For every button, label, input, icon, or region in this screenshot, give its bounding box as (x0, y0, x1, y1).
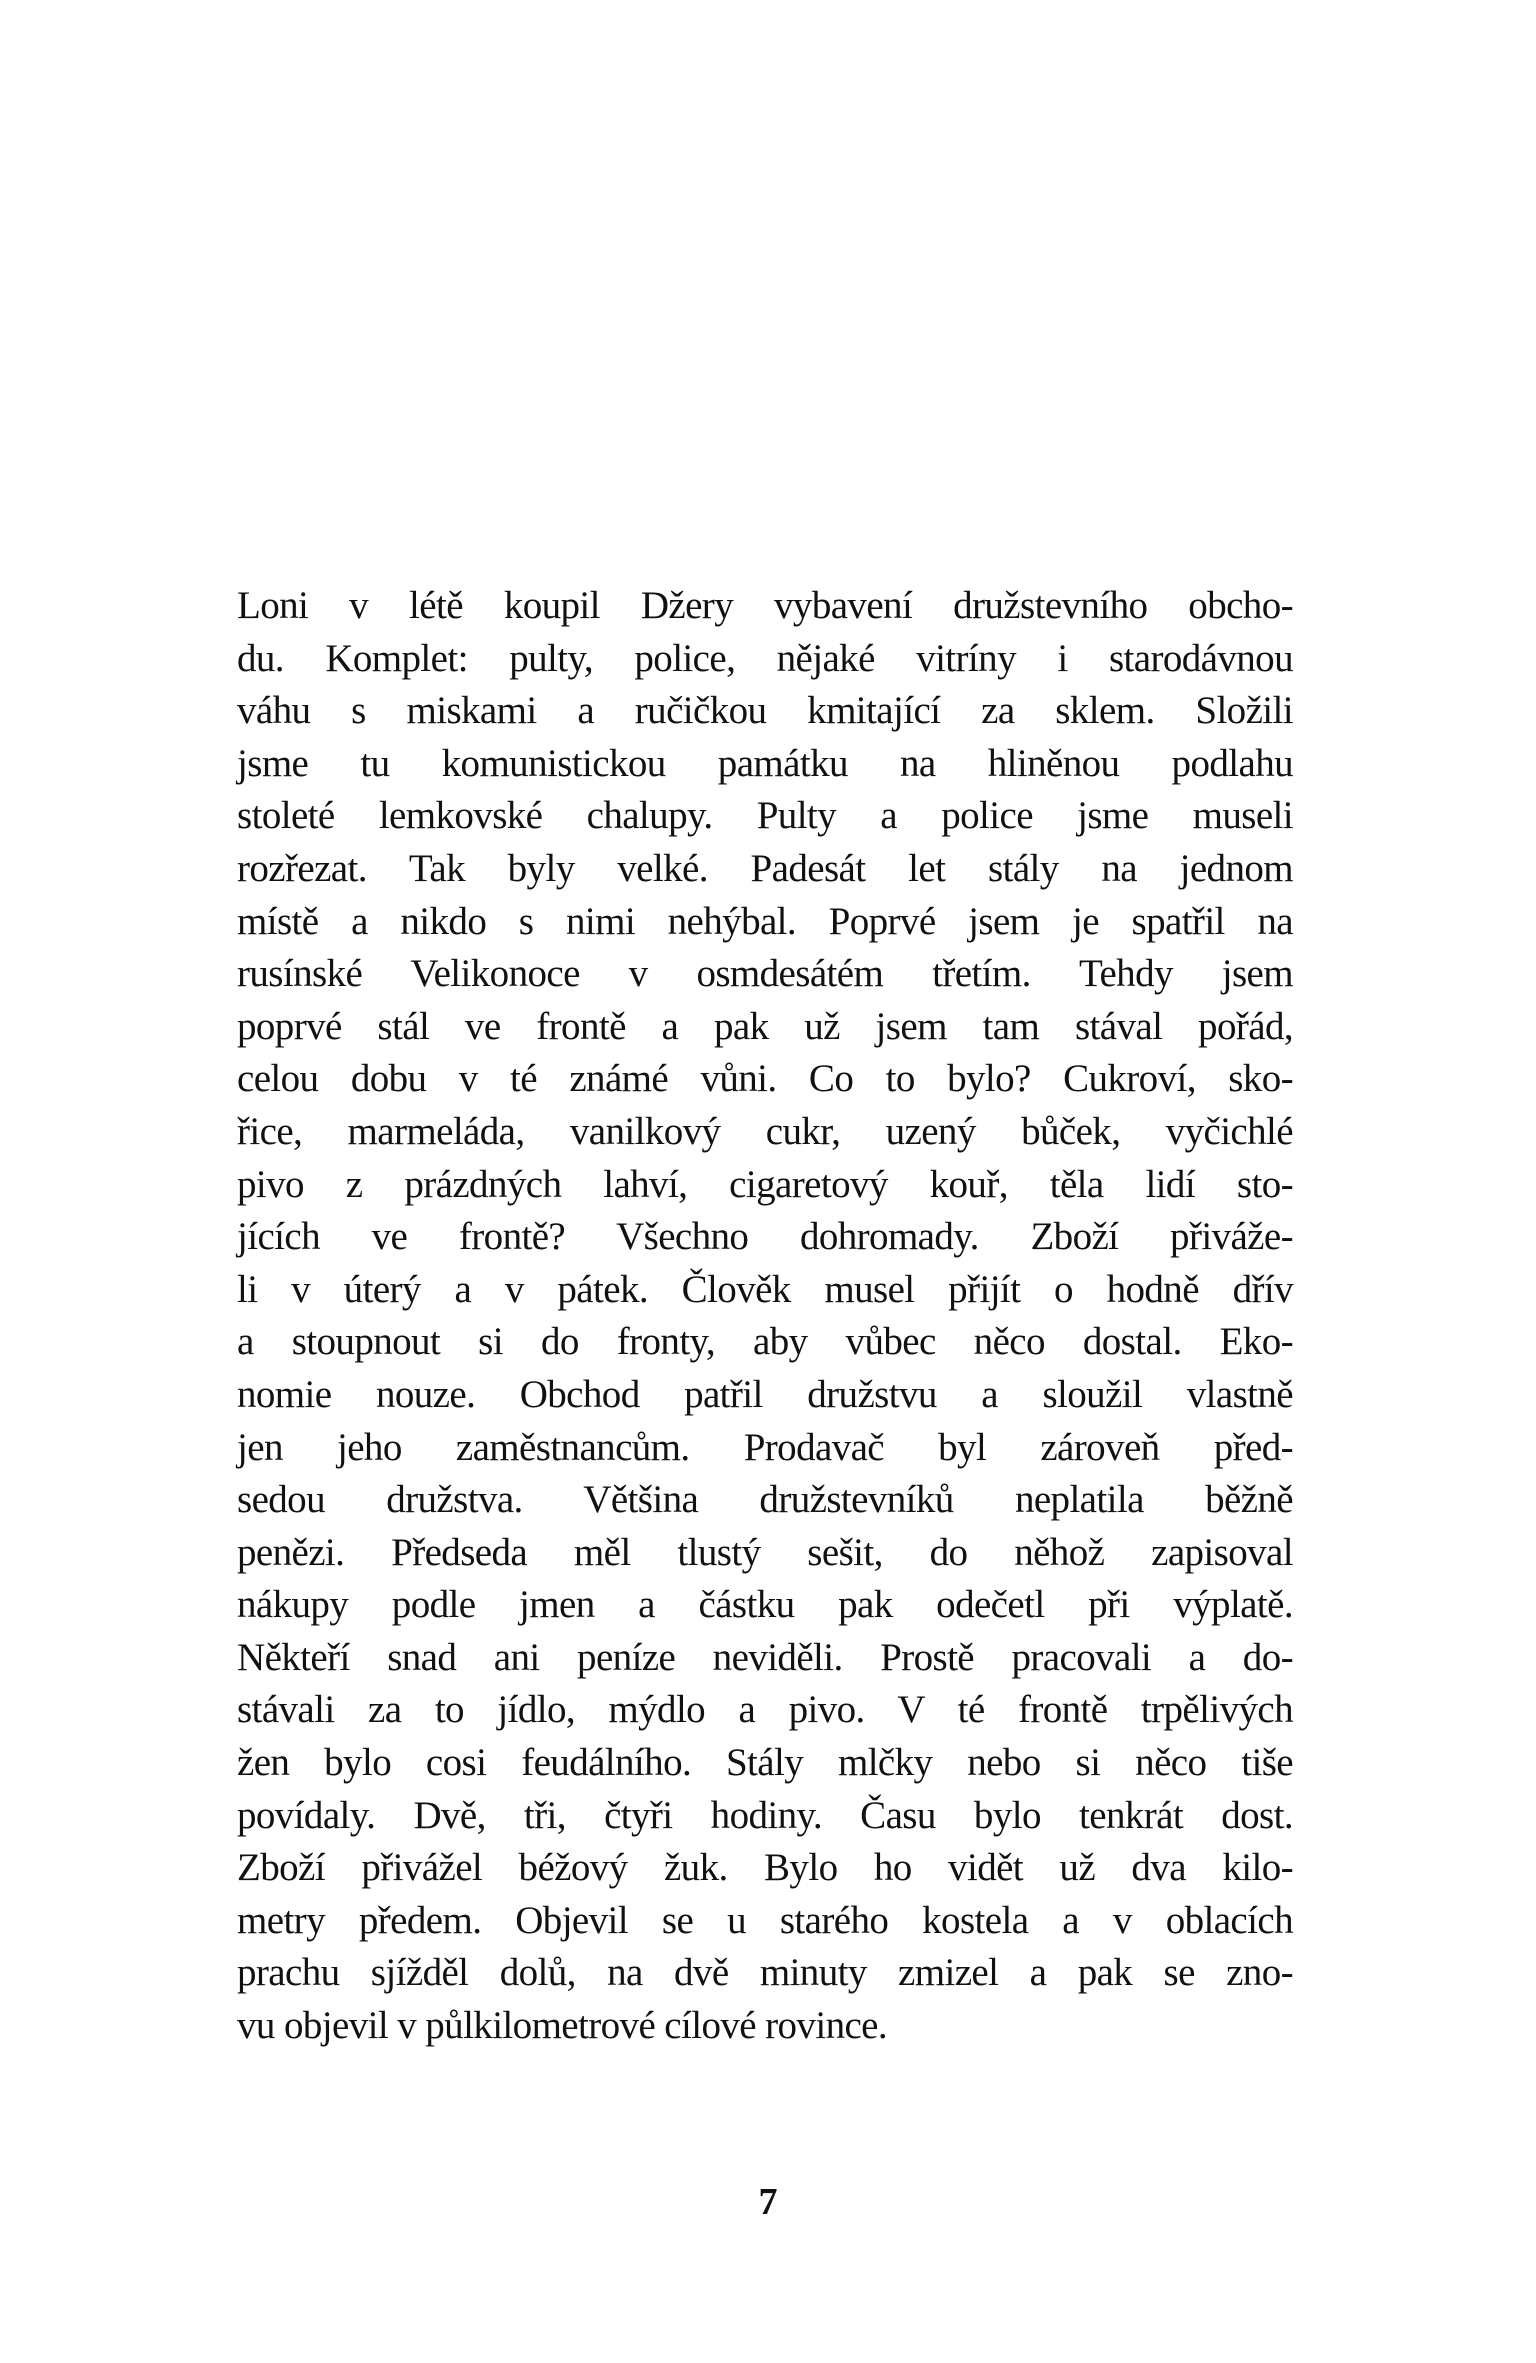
page-number: 7 (758, 2181, 778, 2223)
text-line: metry předem. Objevil se u starého kostela a v oblacích (237, 1898, 1293, 1942)
text-line: řice, marmeláda, vanilkový cukr, uzený bůček, vyčichlé (237, 1109, 1293, 1153)
text-line: rusínské Velikonoce v osmdesátém třetím. Tehdy jsem (237, 952, 1293, 996)
text-line: Loni v létě koupil Džery vybavení družstevního obcho- (237, 584, 1293, 627)
text-line: nákupy podle jmen a částku pak odečetl při výplatě. (237, 1583, 1293, 1627)
text-line: jsme tu komunistickou památku na hliněnou podlahu (237, 741, 1293, 785)
text-line: žen bylo cosi feudálního. Stály mlčky nebo si něco tiše (237, 1741, 1293, 1785)
text-line: místě a nikdo s nimi nehýbal. Poprvé jsem je spatřil na (237, 899, 1293, 943)
text-line: rozřezat. Tak byly velké. Padesát let stály na jednom (237, 846, 1293, 890)
text-line: prachu sjížděl dolů, na dvě minuty zmizel a pak se zno- (237, 1951, 1293, 1995)
text-line: pivo z prázdných lahví, cigaretový kouř, těla lidí sto- (237, 1162, 1293, 1206)
text-line: Zboží přivážel béžový žuk. Bylo ho vidět už dva kilo- (237, 1846, 1293, 1890)
text-line: du. Komplet: pulty, police, nějaké vitríny i starodávnou (237, 636, 1293, 680)
text-line: jících ve frontě? Všechno dohromady. Zboží přiváže- (237, 1215, 1293, 1259)
text-line: stávali za to jídlo, mýdlo a pivo. V té frontě trpělivých (237, 1688, 1293, 1732)
body-paragraph (237, 580, 1293, 2053)
text-line: Někteří snad ani peníze neviděli. Prostě pracovali a do- (237, 1635, 1293, 1679)
text-line: váhu s miskami a ručičkou kmitající za sklem. Složili (237, 689, 1293, 733)
text-line: poprvé stál ve frontě a pak už jsem tam stával pořád, (237, 1004, 1293, 1048)
text-line: nomie nouze. Obchod patřil družstvu a sloužil vlastně (237, 1372, 1293, 1416)
text-line: jen jeho zaměstnancům. Prodavač byl zároveň před- (237, 1425, 1293, 1469)
text-line: penězi. Předseda měl tlustý sešit, do něhož zapisoval (237, 1530, 1293, 1574)
text-line-last: vu objevil v půlkilometrové cílové rovince. (237, 2004, 888, 2048)
text-line: sedou družstva. Většina družstevníků neplatila běžně (237, 1478, 1293, 1522)
text-line: li v úterý a v pátek. Člověk musel přijít o hodně dřív (237, 1267, 1293, 1311)
text-line: a stoupnout si do fronty, aby vůbec něco dostal. Eko- (237, 1320, 1293, 1364)
text-line: celou dobu v té známé vůni. Co to bylo? Cukroví, sko- (237, 1057, 1293, 1101)
text-line: stoleté lemkovské chalupy. Pulty a police jsme museli (237, 794, 1293, 838)
text-line: povídaly. Dvě, tři, čtyři hodiny. Času bylo tenkrát dost. (237, 1793, 1293, 1837)
